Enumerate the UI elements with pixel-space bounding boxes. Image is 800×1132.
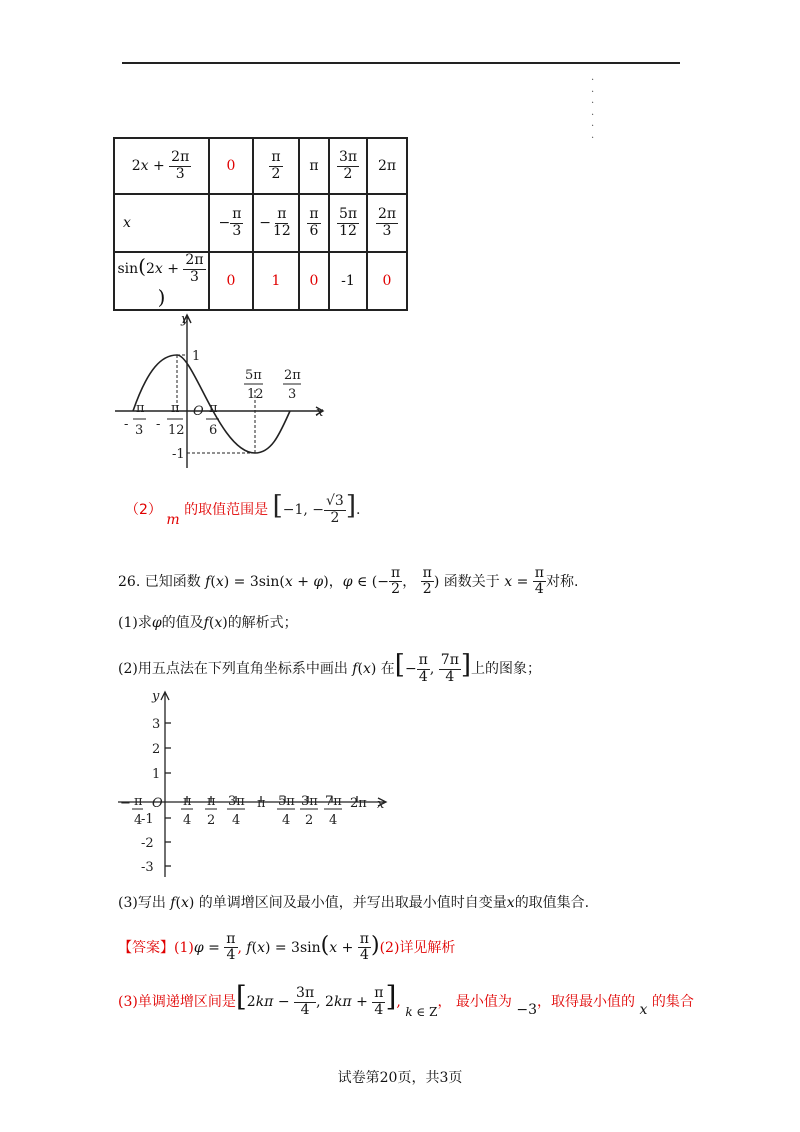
x-tick-label: 3π [301, 794, 318, 809]
table-row [114, 138, 407, 194]
table-cell: $\frac{5\pi}{12}$ [329, 194, 367, 252]
table-cell: 2π [367, 138, 407, 194]
tick-label: π [209, 401, 218, 416]
table-cell: $\frac{\pi}{6}$ [299, 194, 329, 252]
tick-label: 5π [245, 368, 262, 383]
origin-label: O [193, 404, 204, 419]
y-axis-label: y [152, 689, 160, 704]
empty-coordinate-graph [115, 685, 395, 880]
x-axis-label: x [377, 797, 385, 812]
y-tick-label: -3 [141, 860, 154, 875]
answer-tag: 【答案】 [118, 939, 174, 956]
header-rule [122, 62, 680, 64]
tick-label: -1 [172, 447, 185, 462]
tick-label: 6 [209, 423, 218, 438]
table-cell: $\frac{3\pi}{2}$ [329, 138, 367, 194]
page-footer: 试卷第20页，共3页 [337, 1070, 463, 1086]
part2-answer: （2） m 的取值范围是 [−1, − $\frac{√3}{2}$ ]. [125, 491, 361, 528]
table-row-label: sin(2x + $\frac{2\pi}{3}$ ) [114, 252, 209, 310]
tick-label: 3 [288, 387, 297, 402]
x-tick-label: π [134, 794, 143, 809]
x-tick-label: 5π [278, 794, 295, 809]
x-tick-label: 2π [350, 796, 367, 811]
tick-label: π [171, 401, 180, 416]
y-tick-label: 2 [152, 742, 161, 757]
tick-label: 12 [168, 423, 185, 438]
table-cell: $\frac{2\pi}{3}$ [367, 194, 407, 252]
table-cell: $\frac{\pi}{2}$ [253, 138, 299, 194]
tick-label: 12 [247, 387, 264, 402]
table-cell: 0 [367, 252, 407, 310]
question-sub1: (1)求φ的值及f(x)的解析式； [118, 615, 298, 631]
answer-line-2: (3)单调递增区间是[2kπ − $\frac{3\pi}{4}$ , 2kπ + $\frac{\pi}{4}$ ], k ∈ Z， 最小值为 −3，取得最小值的 x 的集合 [118, 980, 694, 1019]
tick-label: - [124, 417, 129, 432]
y-axis-label: y [181, 312, 189, 327]
table-row [114, 194, 407, 252]
tick-label: 2π [284, 368, 301, 383]
table-row [114, 252, 407, 310]
question-stem: 26. 已知函数 f(x) = 3sin(x + φ)，φ ∈ (− $\frac{\pi}{2}$ ， $\frac{\pi}{2}$ ) 函数关于 x = $\frac{\pi}{4}$ 对称. [118, 565, 579, 598]
x-tick-label: − [120, 796, 131, 811]
table-row-label: x [114, 194, 209, 252]
table-cell: 0 [299, 252, 329, 310]
sine-graph [110, 308, 340, 473]
tick-label: 1 [192, 349, 201, 364]
x-tick-label: 4 [232, 813, 241, 828]
y-tick-label: 1 [152, 767, 161, 782]
y-tick-label: 3 [152, 717, 161, 732]
table-cell: π [299, 138, 329, 194]
origin-label: O [152, 796, 163, 811]
y-tick-label: -2 [141, 836, 154, 851]
value-table [113, 137, 408, 311]
x-axis-label: x [316, 405, 324, 420]
x-tick-label: 2 [305, 813, 314, 828]
answer-line-1: 【答案】(1)φ = $\frac{\pi}{4}$ , f(x) = 3sin(x + $\frac{\pi}{4}$ )(2)详见解析 [118, 931, 456, 964]
table-cell: 1 [253, 252, 299, 310]
table-cell: − $\frac{\pi}{3}$ [209, 194, 253, 252]
tick-label: 3 [135, 423, 144, 438]
table-cell: 0 [209, 252, 253, 310]
tick-label: π [136, 401, 145, 416]
x-tick-label: 4 [183, 813, 192, 828]
x-tick-label: 4 [134, 813, 143, 828]
x-tick-label: π [257, 796, 266, 811]
x-tick-label: π [183, 794, 192, 809]
table-cell: 0 [209, 138, 253, 194]
tick-label: - [156, 417, 161, 432]
table-row-label: 2x + $\frac{2\pi}{3}$ [114, 138, 209, 194]
x-tick-label: 4 [329, 813, 338, 828]
x-tick-label: 4 [282, 813, 291, 828]
x-tick-label: 3π [228, 794, 245, 809]
margin-dots: . . . . . . [591, 72, 595, 141]
y-tick-label: -1 [141, 812, 154, 827]
x-tick-label: 2 [207, 813, 216, 828]
x-tick-label: π [207, 794, 216, 809]
table-cell: -1 [329, 252, 367, 310]
table-cell: − $\frac{\pi}{12}$ [253, 194, 299, 252]
question-sub2: (2)用五点法在下列直角坐标系中画出 f(x) 在[− $\frac{\pi}{4}$ , $\frac{7\pi}{4}$ ]上的图象； [118, 650, 542, 685]
question-sub3: (3)写出 f(x) 的单调增区间及最小值，并写出取最小值时自变量x的取值集合. [118, 895, 590, 911]
x-tick-label: 7π [325, 794, 342, 809]
